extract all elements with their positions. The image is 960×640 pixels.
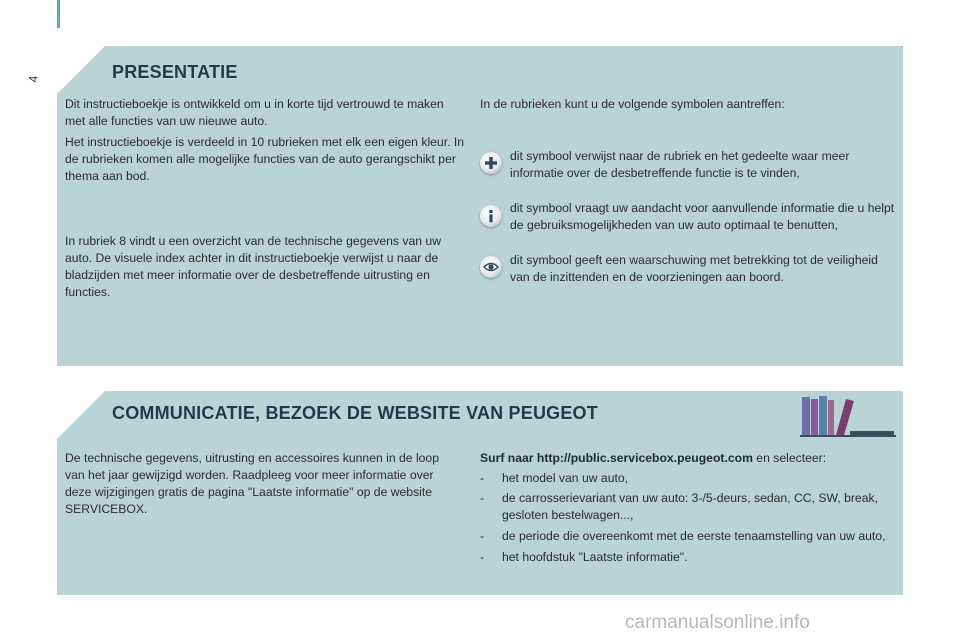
symbols-intro: In de rubrieken kunt u de volgende symbolen aantreffen: [480,97,785,111]
page-number: 4 [26,75,41,83]
list-marker: - [480,529,485,543]
margin-bar [57,0,60,28]
section-title-communicatie: COMMUNICATIE, BEZOEK DE WEBSITE VAN PEUGEOT [112,403,598,423]
list-item [480,549,900,566]
list-marker: - [480,471,485,485]
plus-icon [480,152,502,174]
symbol-description-plus: dit symbool verwijst naar de rubriek en het gedeelte waar meer informatie over de desbetreffende functie is te vinden, [510,149,850,180]
list-item [480,470,900,487]
info-icon [480,205,502,227]
list-item-text: het model van uw auto, [502,471,629,485]
eye-icon [480,256,502,278]
servicebox-paragraph: De technische gegevens, uitrusting en accessoires kunnen in de loop van het jaar gewijzigd worden. Raadpleeg voor meer informatie over deze wijzigingen gratis de pagina "Laatste informatie" op de website SERVICEBOX. [65,451,439,516]
surf-instruction-rest: en selecteer: [752,451,827,465]
section-title-presentatie: PRESENTATIE [112,62,238,82]
list-item-text: de periode die overeenkomt met de eerste tenaamstelling van uw auto, [502,529,886,543]
list-marker: - [480,491,485,505]
selection-list [480,470,900,569]
list-item [480,490,900,524]
symbol-description-eye: dit symbool geeft een waarschuwing met betrekking tot de veiligheid van de inzittenden en de voorzieningen aan boord. [510,253,878,284]
structure-paragraph: Het instructieboekje is verdeeld in 10 rubrieken met elk een eigen kleur. In de rubrieken komen alle mogelijke functies van de auto gerangschikt per thema aan bod. [65,135,465,183]
symbol-description-info: dit symbool vraagt uw aandacht voor aanvullende informatie die u helpt de gebruiksmogelijkheden van uw auto optimaal te benutten, [510,201,895,232]
watermark: carmanualsonline.info [625,612,810,633]
list-marker: - [480,550,485,564]
list-item-text: de carrosserievariant van uw auto: 3-/5-deurs, sedan, CC, SW, break, gesloten bestelwagen..., [502,491,878,522]
list-item [480,528,900,545]
website-link[interactable]: Surf naar http://public.servicebox.peugeot.com [480,451,753,465]
technical-data-paragraph: In rubriek 8 vindt u een overzicht van de technische gegevens van uw auto. De visuele index achter in dit instructieboekje verwijst u naar de bladzijden met meer informatie over de desbetreffende uitrusting en functies. [65,234,442,299]
list-item-text: het hoofdstuk "Laatste informatie". [502,550,688,564]
intro-paragraph: Dit instructieboekje is ontwikkeld om u in korte tijd vertrouwd te maken met alle functies van uw nieuwe auto. [65,97,444,128]
books-illustration-icon [800,395,896,439]
surf-instruction [480,450,900,467]
